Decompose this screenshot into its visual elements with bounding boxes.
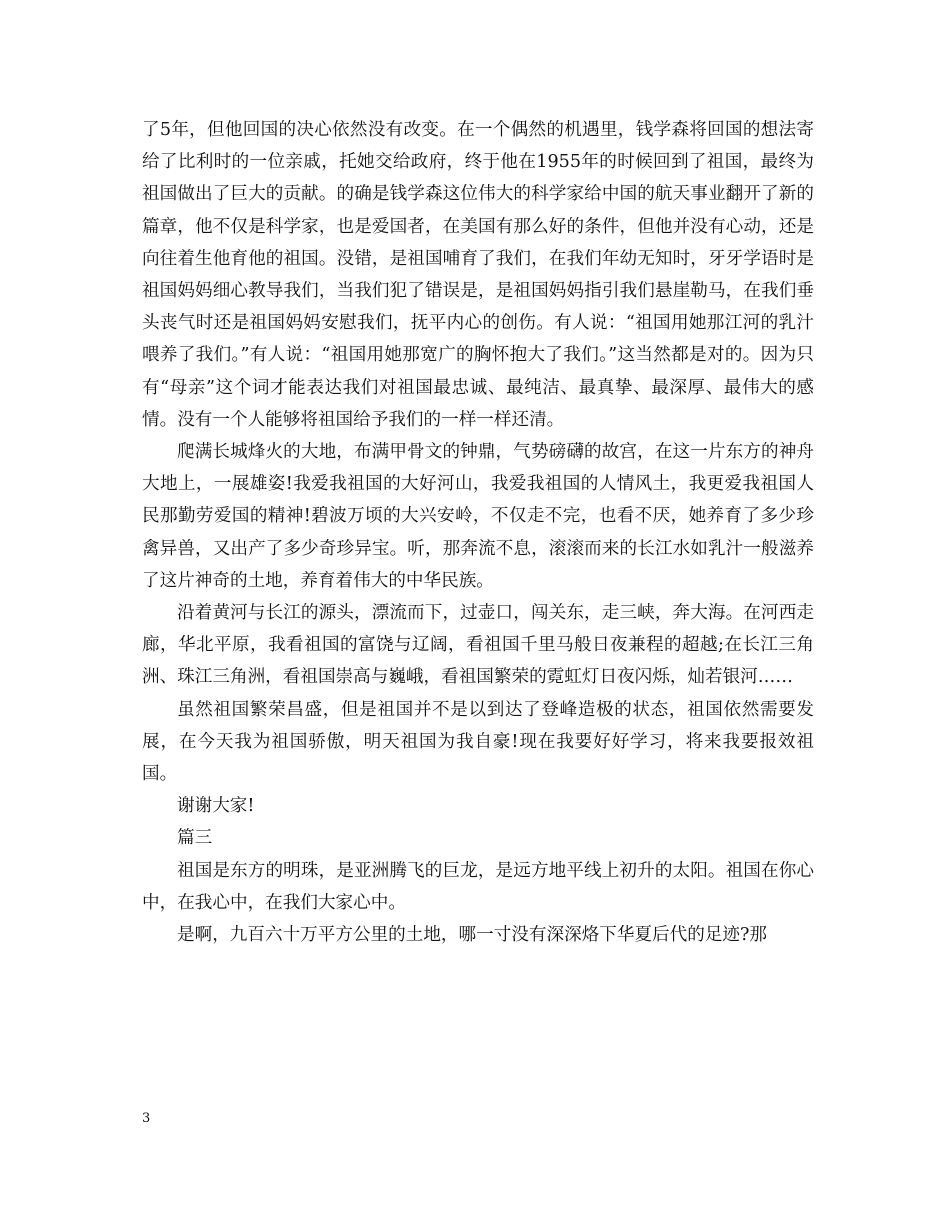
page-number: 3 <box>142 1111 151 1126</box>
paragraph-7: 祖国是东方的明珠，是亚洲腾飞的巨龙，是远方地平线上初升的太阳。祖国在你心中，在我心中，在我们大家心中。 <box>142 860 814 913</box>
paragraph-3: 沿着黄河与长江的源头，漂流而下，过壶口，闯关东，走三峡，奔大海。在河西走廊，华北平原，我看祖国的富饶与辽阔，看祖国千里马般日夜兼程的超越;在长江三角洲、珠江三角洲，看祖国崇高与巍峨，看祖国繁荣的霓虹灯日夜闪烁，灿若银河…… <box>142 603 814 688</box>
paragraph-1: 了5年，但他回国的决心依然没有改变。在一个偶然的机遇里，钱学森将回国的想法寄给了比利时的一位亲戚，托她交给政府，终于他在1955年的时候回到了祖国，最终为祖国做出了巨大的贡献。的确是钱学森这位伟大的科学家给中国的航天事业翻开了新的篇章，他不仅是科学家，也是爱国者，在美国有那么好的条件，但他并没有心动，还是向往着生他育他的祖国。没错，是祖国哺育了我们，在我们年幼无知时，牙牙学语时是祖国妈妈细心教导我们，当我们犯了错误是，是祖国妈妈指引我们悬崖勒马，在我们垂头丧气时还是祖国妈妈安慰我们，抚平内心的创伤。有人说：“祖国用她那江河的乳汁喂养了我们。”有人说：“祖国用她那宽广的胸怀抱大了我们。”这当然都是对的。因为只有“母亲”这个词才能表达我们对祖国最忠诚、最纯洁、最真挚、最深厚、最伟大的感情。没有一个人能够将祖国给予我们的一样一样还清。 <box>142 120 814 430</box>
section-heading: 篇三 <box>177 828 213 849</box>
paragraph-2: 爬满长城烽火的大地，布满甲骨文的钟鼎，气势磅礴的故宫，在这一片东方的神舟大地上，一展雄姿!我爱我祖国的大好河山，我爱我祖国的人情风土，我更爱我祖国人民那勤劳爱国的精神!碧波万顷的大兴安岭，不仅走不完，也看不厌，她养育了多少珍禽异兽，又出产了多少奇珍异宝。听，那奔流不息，滚滚而来的长江水如乳汁一般滋养了这片神奇的土地，养育着伟大的中华民族。 <box>142 442 814 591</box>
document-body <box>142 114 814 951</box>
paragraph-4: 虽然祖国繁荣昌盛，但是祖国并不是以到达了登峰造极的状态，祖国依然需要发展，在今天我为祖国骄傲，明天祖国为我自豪!现在我要好好学习，将来我要报效祖国。 <box>142 699 814 785</box>
paragraph-5: 谢谢大家! <box>177 796 255 817</box>
paragraph-8: 是啊，九百六十万平方公里的土地，哪一寸没有深深烙下华夏后代的足迹?那 <box>177 925 768 946</box>
